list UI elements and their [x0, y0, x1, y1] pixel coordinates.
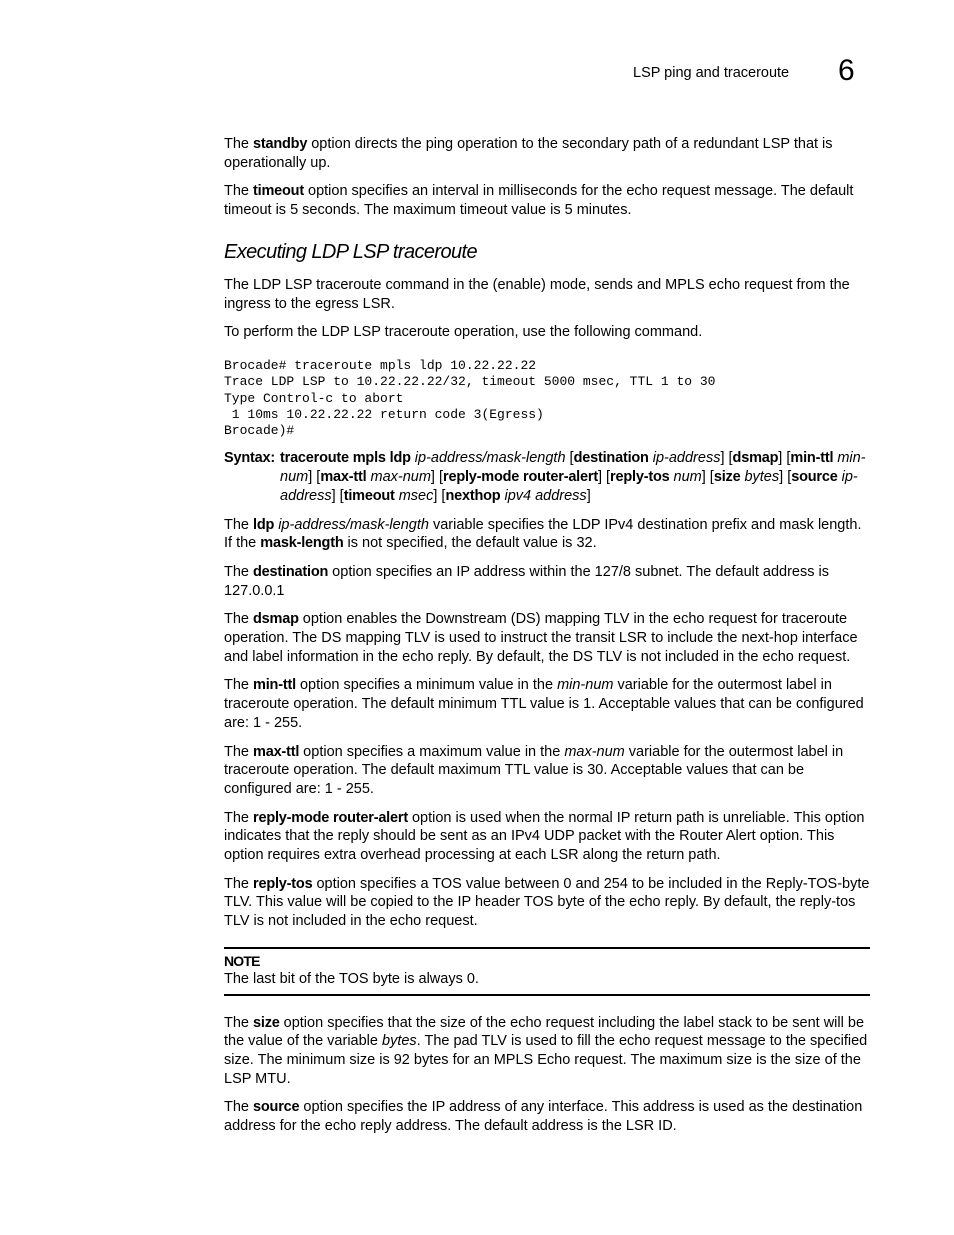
paragraph-reply-tos: The reply-tos option specifies a TOS value between 0 and 254 to be included in the Reply-TOS-byte TLV. This value will be copied to the IP header TOS byte of the echo reply. By default, the reply-tos TLV is not included in the echo request.	[224, 875, 870, 930]
paragraph-standby: The standby option directs the ping operation to the secondary path of a redundant LSP that is operationally up.	[224, 136, 833, 171]
paragraph-intro-2: To perform the LDP LSP traceroute operation, use the following command.	[224, 324, 703, 341]
note-text: The last bit of the TOS byte is always 0.	[224, 970, 479, 987]
note-heading: NOTE	[224, 952, 260, 969]
section-heading: Executing LDP LSP traceroute	[224, 240, 477, 263]
code-line: Brocade)#	[224, 423, 295, 439]
syntax-body: traceroute mpls ldp ip-address/mask-length [destination ip-address] [dsmap] [min-ttl min-num] [max-ttl max-num] [reply-mode router-alert] [reply-tos num] [size bytes] [source ip-address] [timeout msec] [nexthop ipv4 address]	[280, 450, 866, 504]
paragraph-ldp: The ldp ip-address/mask-length variable specifies the LDP IPv4 destination prefix and mask length. If the mask-length is not specified, the default value is 32.	[224, 516, 862, 552]
paragraph-intro-1: The LDP LSP traceroute command in the (enable) mode, sends and MPLS echo request from the ingress to the egress LSR.	[224, 276, 850, 312]
paragraph-destination: The destination option specifies an IP address within the 127/8 subnet. The default address is 127.0.0.1	[224, 563, 829, 599]
paragraph-size: The size option specifies that the size of the echo request including the label stack to be sent will be the value of the variable bytes. The pad TLV is used to fill the echo request message to the specified size. The minimum size is 92 bytes for an MPLS Echo request. The maximum size is the size of the LSP MTU.	[224, 1014, 868, 1087]
page-header	[0, 56, 954, 96]
code-line: 1 10ms 10.22.22.22 return code 3(Egress)	[224, 406, 544, 422]
paragraph-max-ttl: The max-ttl option specifies a maximum value in the max-num variable for the outermost label in traceroute operation. The default maximum TTL value is 30. Acceptable values that can be configured are: 1 - 255.	[224, 743, 844, 797]
header-title: LSP ping and traceroute	[633, 65, 790, 81]
paragraph-min-ttl: The min-ttl option specifies a minimum value in the min-num variable for the outermost label in traceroute operation. The default minimum TTL value is 1. Acceptable values that can be configured are: 1 - 255.	[224, 677, 864, 731]
paragraph-source: The source option specifies the IP address of any interface. This address is used as the destination address for the echo reply address. The default address is the LSR ID.	[224, 1099, 863, 1135]
syntax-label: Syntax:	[224, 450, 275, 467]
chapter-number: 6	[838, 54, 855, 87]
syntax-block	[224, 449, 870, 505]
code-example	[224, 358, 870, 439]
page-content	[224, 135, 870, 1146]
note-box	[224, 947, 870, 996]
code-line: Trace LDP LSP to 10.22.22.22/32, timeout 5000 msec, TTL 1 to 30	[224, 374, 716, 390]
code-line: Brocade# traceroute mpls ldp 10.22.22.22	[224, 357, 537, 373]
code-line: Type Control-c to abort	[224, 390, 404, 406]
paragraph-reply-mode: The reply-mode router-alert option is used when the normal IP return path is unreliable. This option indicates that the reply should be sent as an IPv4 UDP packet with the Router Alert option. This option requires extra overhead processing at each LSR along the return path.	[224, 809, 865, 864]
paragraph-timeout: The timeout option specifies an interval in milliseconds for the echo request message. The default timeout is 5 seconds. The maximum timeout value is 5 minutes.	[224, 183, 854, 219]
paragraph-dsmap: The dsmap option enables the Downstream (DS) mapping TLV in the echo request for traceroute operation. The DS mapping TLV is used to instruct the transit LSR to include the next-hop interface and label information in the echo reply. By default, the DS TLV is not included in the echo request.	[224, 611, 858, 665]
